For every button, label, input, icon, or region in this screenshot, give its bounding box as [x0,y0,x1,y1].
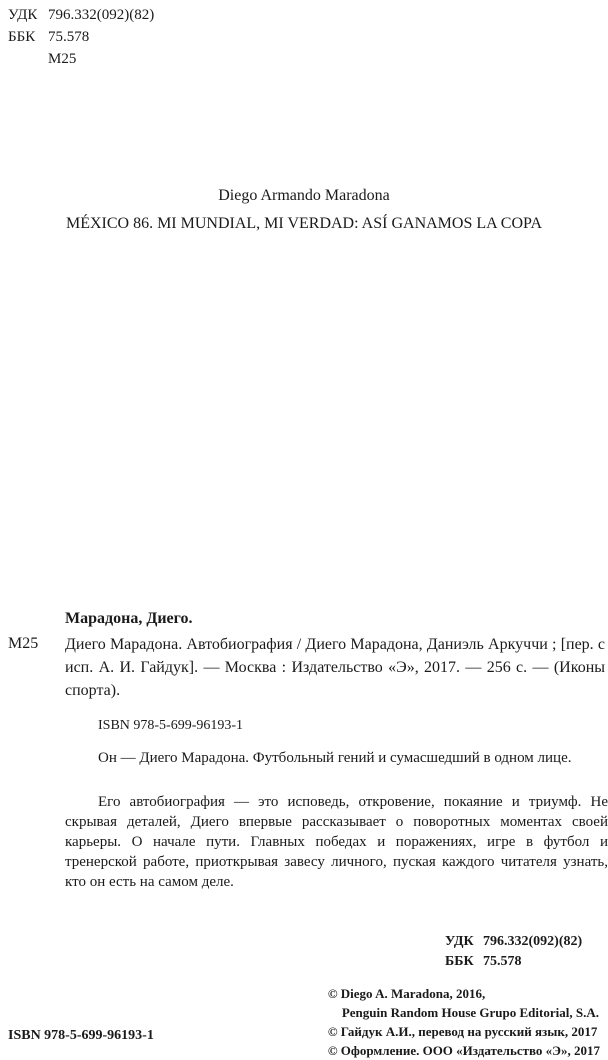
classification-bottom [445,932,582,972]
original-title: MÉXICO 86. MI MUNDIAL, MI VERDAD: ASÍ GANAMOS LA COPA [65,215,543,232]
card-description: Диего Марадона. Автобиография / Диего Марадона, Даниэль Аркуччи ; [пер. с исп. А. И. Гайдук]. — Москва : Издательство «Э», 2017. — 256 с. — (Иконы спорта). [65,636,605,699]
bbk-label-bottom: ББК [445,954,474,969]
bbk-value: 75.578 [48,29,90,45]
udk-label: УДК [8,7,38,23]
isbn-bottom: ISBN 978-5-699-96193-1 [8,1028,154,1043]
classification-top [8,4,154,70]
card-isbn: ISBN 978-5-699-96193-1 [98,718,244,733]
original-author: Diego Armando Maradona [218,187,390,204]
card-heading: Марадона, Диего. [65,610,193,627]
copyright-line-1: © Diego A. Maradona, 2016, [327,986,486,1001]
udk-label-bottom: УДК [445,934,474,949]
bbk-value-bottom: 75.578 [483,954,522,969]
copyright-line-4: © Оформление. ООО «Издательство «Э», 2017 [327,1043,600,1058]
copyright-line-3: © Гайдук А.И., перевод на русский язык, 2017 [327,1024,598,1039]
udk-value-bottom: 796.332(092)(82) [483,934,583,949]
card-index: М25 [8,635,39,652]
bbk-label: ББК [8,29,36,45]
udk-value: 796.332(092)(82) [48,7,155,23]
copyright-block [328,984,600,1060]
annotation-paragraph-1: Он — Диего Марадона. Футбольный гений и сумасшедший в одном лице. [98,750,572,766]
copyright-line-2: Penguin Random House Grupo Editorial, S.A. [341,1005,599,1020]
author-mark: М25 [48,51,77,67]
annotation-paragraph-2: Его автобиография — это исповедь, откровение, покаяние и триумф. Не скрывая деталей, Диего впервые рассказывает о поворотных моментах своей карьеры. О начале пути. Главных победах и поражениях, игре в футбол и тренерской работе, приоткрывая завесу личного, пуская каждого читателя узнать, кто он есть на самом деле. [65,794,608,890]
